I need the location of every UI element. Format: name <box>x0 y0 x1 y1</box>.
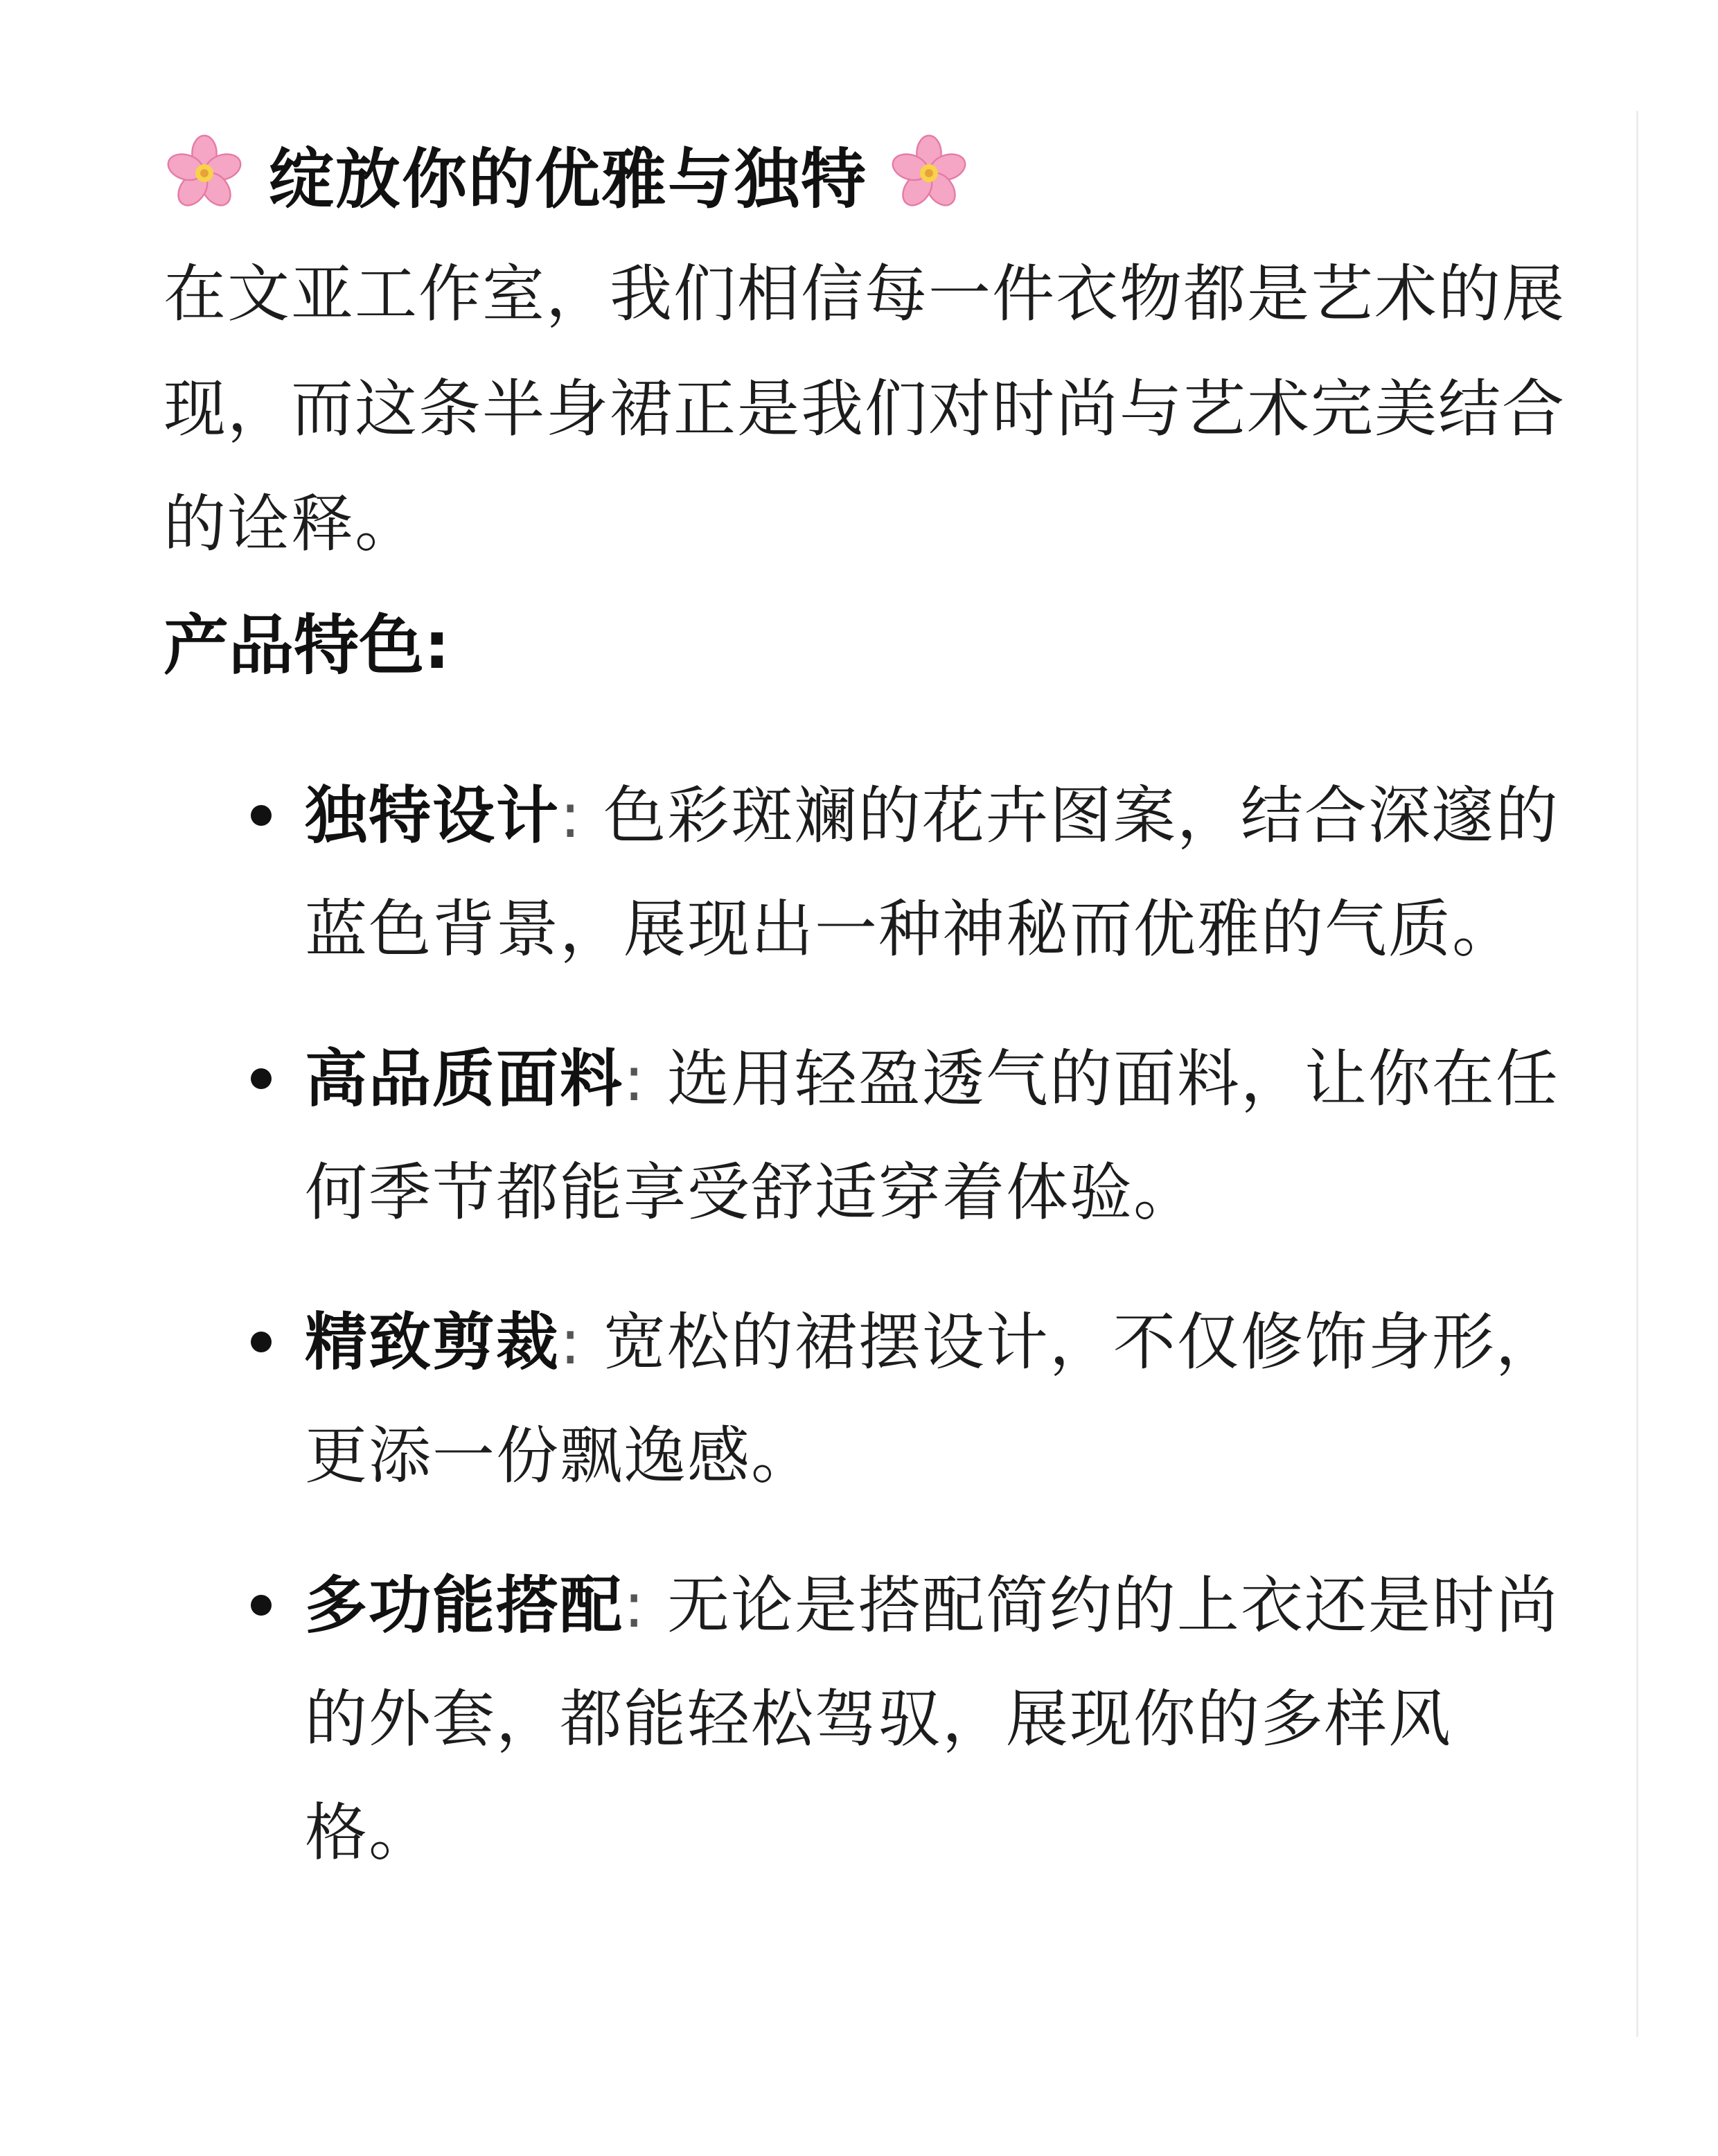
feature-text: 无论是搭配简约的上衣还是时尚的外套，都能轻松驾驭，展现你的多样风格。 <box>305 1569 1559 1869</box>
list-item <box>305 1023 1577 1250</box>
cherry-blossom-icon <box>888 132 970 214</box>
article <box>163 125 1577 1926</box>
bullet-icon <box>251 1332 272 1352</box>
feature-separator: : <box>560 1306 583 1379</box>
headline-text: 绽放你的优雅与独特 <box>269 141 868 218</box>
section-title: 产品特色: <box>163 608 450 684</box>
list-item <box>305 1549 1577 1890</box>
feature-name: 高品质面料 <box>305 1043 623 1115</box>
intro-paragraph: 在文亚工作室，我们相信每一件衣物都是艺术的展现，而这条半身裙正是我们对时尚与艺术完美结合的诠释。 <box>163 258 1566 560</box>
cherry-blossom-icon <box>163 132 245 214</box>
feature-name: 精致剪裁 <box>305 1306 560 1379</box>
headline <box>163 125 1577 222</box>
right-divider <box>1636 111 1638 2037</box>
feature-name: 多功能搭配 <box>305 1569 623 1642</box>
feature-separator: : <box>623 1043 646 1115</box>
feature-text: 宽松的裙摆设计，不仅修饰身形，更添一份飘逸感。 <box>305 1306 1559 1492</box>
feature-list <box>163 759 1577 1890</box>
bullet-icon <box>251 1595 272 1616</box>
feature-separator: : <box>560 779 583 852</box>
feature-separator: : <box>623 1569 646 1642</box>
list-item <box>305 759 1577 987</box>
feature-name: 独特设计 <box>305 779 560 852</box>
feature-text: 色彩斑斓的花卉图案，结合深邃的蓝色背景，展现出一种神秘而优雅的气质。 <box>305 779 1559 966</box>
bullet-icon <box>251 1068 272 1089</box>
feature-text: 选用轻盈透气的面料，让你在任何季节都能享受舒适穿着体验。 <box>305 1043 1559 1229</box>
bullet-icon <box>251 805 272 826</box>
list-item <box>305 1286 1577 1513</box>
